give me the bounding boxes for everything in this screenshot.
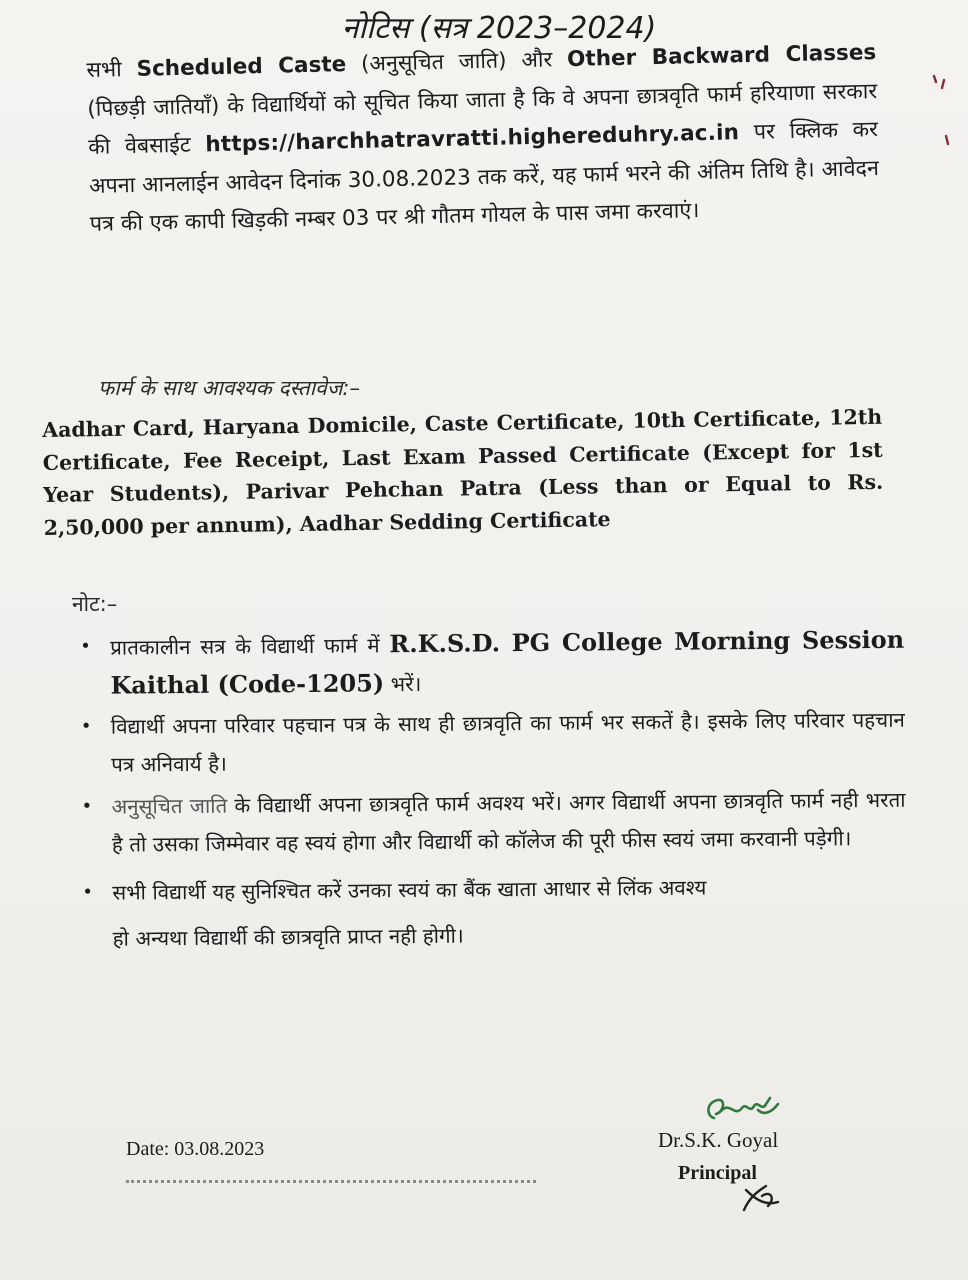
intro-text: पर क्लिक कर अपना आनलाईन आवेदन दिनांक: [88, 117, 879, 199]
note-text: हो अन्यथा विद्यार्थी की छात्रवृति प्राप्त नही होगी।: [112, 923, 464, 951]
note-text: अनुसूचित जाति: [111, 793, 228, 819]
note-text: के विद्यार्थी अपना छात्रवृति फार्म अवश्य भरें। अगर विद्यार्थी अपना छात्रवृति फार्म नही भरता है तो उसका जिम्मेवार वह स्वयं होगा और विद्यार्थी को कॉलेज की पूरी फीस स्वयं जमा करवानी पड़ेगी।: [111, 787, 906, 857]
window-number: 03: [341, 205, 370, 232]
intro-text: सभी: [86, 56, 137, 83]
scholarship-website-url: https://harchhatravratti.highereduhry.ac.in: [205, 120, 740, 158]
list-item: [74, 621, 905, 706]
bullet-icon: •: [82, 881, 94, 903]
bullet-icon: •: [80, 715, 92, 737]
note-text: भरें।: [384, 671, 422, 697]
note-text: प्रातकालीन सत्र के विद्यार्थी फार्म में: [110, 633, 390, 660]
college-name: R.K.S.D. PG College Morning Session Kaithal (Code-1205): [110, 624, 905, 700]
documents-list: Aadhar Card, Haryana Domicile, Caste Certificate, 10th Certificate, 12th Certificate, Fee Receipt, Last Exam Passed Certificate (Except for 1st Year Students), Parivar Pehchan Patra (Less than or Equal to Rs. 2,50,000 per annum), Aadhar Sedding Certificate: [42, 404, 884, 540]
bullet-icon: •: [80, 635, 91, 657]
intro-text: पर श्री गौतम गोयल के पास जमा करवाएं।: [369, 198, 700, 231]
note-text: विद्यार्थी अपना परिवार पहचान पत्र के साथ ही छात्रवृति का फार्म भर सकतें है। इसके लिए परिवार पहचान पत्र अनिवार्य है।: [110, 707, 905, 777]
intro-text: तक करें, यह फार्म भरने की अंतिम तिथि है। आवेदन पत्र की एक कापी खिड़की नम्बर: [89, 155, 880, 238]
list-item: [75, 781, 906, 864]
pen-mark-icon: [924, 72, 954, 152]
notes-list: [74, 621, 907, 958]
initials-icon: [736, 1176, 784, 1216]
dotted-line: [126, 1176, 536, 1183]
signer-designation: Principal: [678, 1162, 757, 1184]
signature-icon: [700, 1090, 790, 1126]
list-item: [75, 701, 906, 784]
notes-heading: नोट:–: [72, 592, 118, 616]
issue-date: Date: 03.08.2023: [126, 1138, 265, 1160]
intro-paragraph: [86, 34, 880, 245]
notice-title: नोटिस (सत्र 2023–2024): [341, 11, 657, 46]
last-date: 30.08.2023: [347, 165, 472, 193]
scheduled-caste-term: Scheduled Caste: [136, 52, 347, 82]
intro-text: (अनुसूचित जाति) और: [345, 47, 568, 78]
signer-name: Dr.S.K. Goyal: [658, 1128, 779, 1152]
bullet-icon: •: [81, 795, 93, 817]
obc-term: Other Backward Classes: [566, 40, 877, 73]
documents-heading: फार्म के साथ आवश्यक दस्तावेज:–: [98, 376, 361, 400]
note-text: सभी विद्यार्थी यह सुनिश्चित करें उनका स्वयं का बैंक खाता आधार से लिंक अवश्य: [112, 875, 707, 905]
intro-text: (पिछड़ी जातियाँ) के विद्यार्थियों को सूचित किया जाता है कि वे अपना छात्रवृति फार्म हरियाणा सरकार की वेबसाईट: [87, 78, 878, 161]
list-item: [76, 867, 907, 958]
